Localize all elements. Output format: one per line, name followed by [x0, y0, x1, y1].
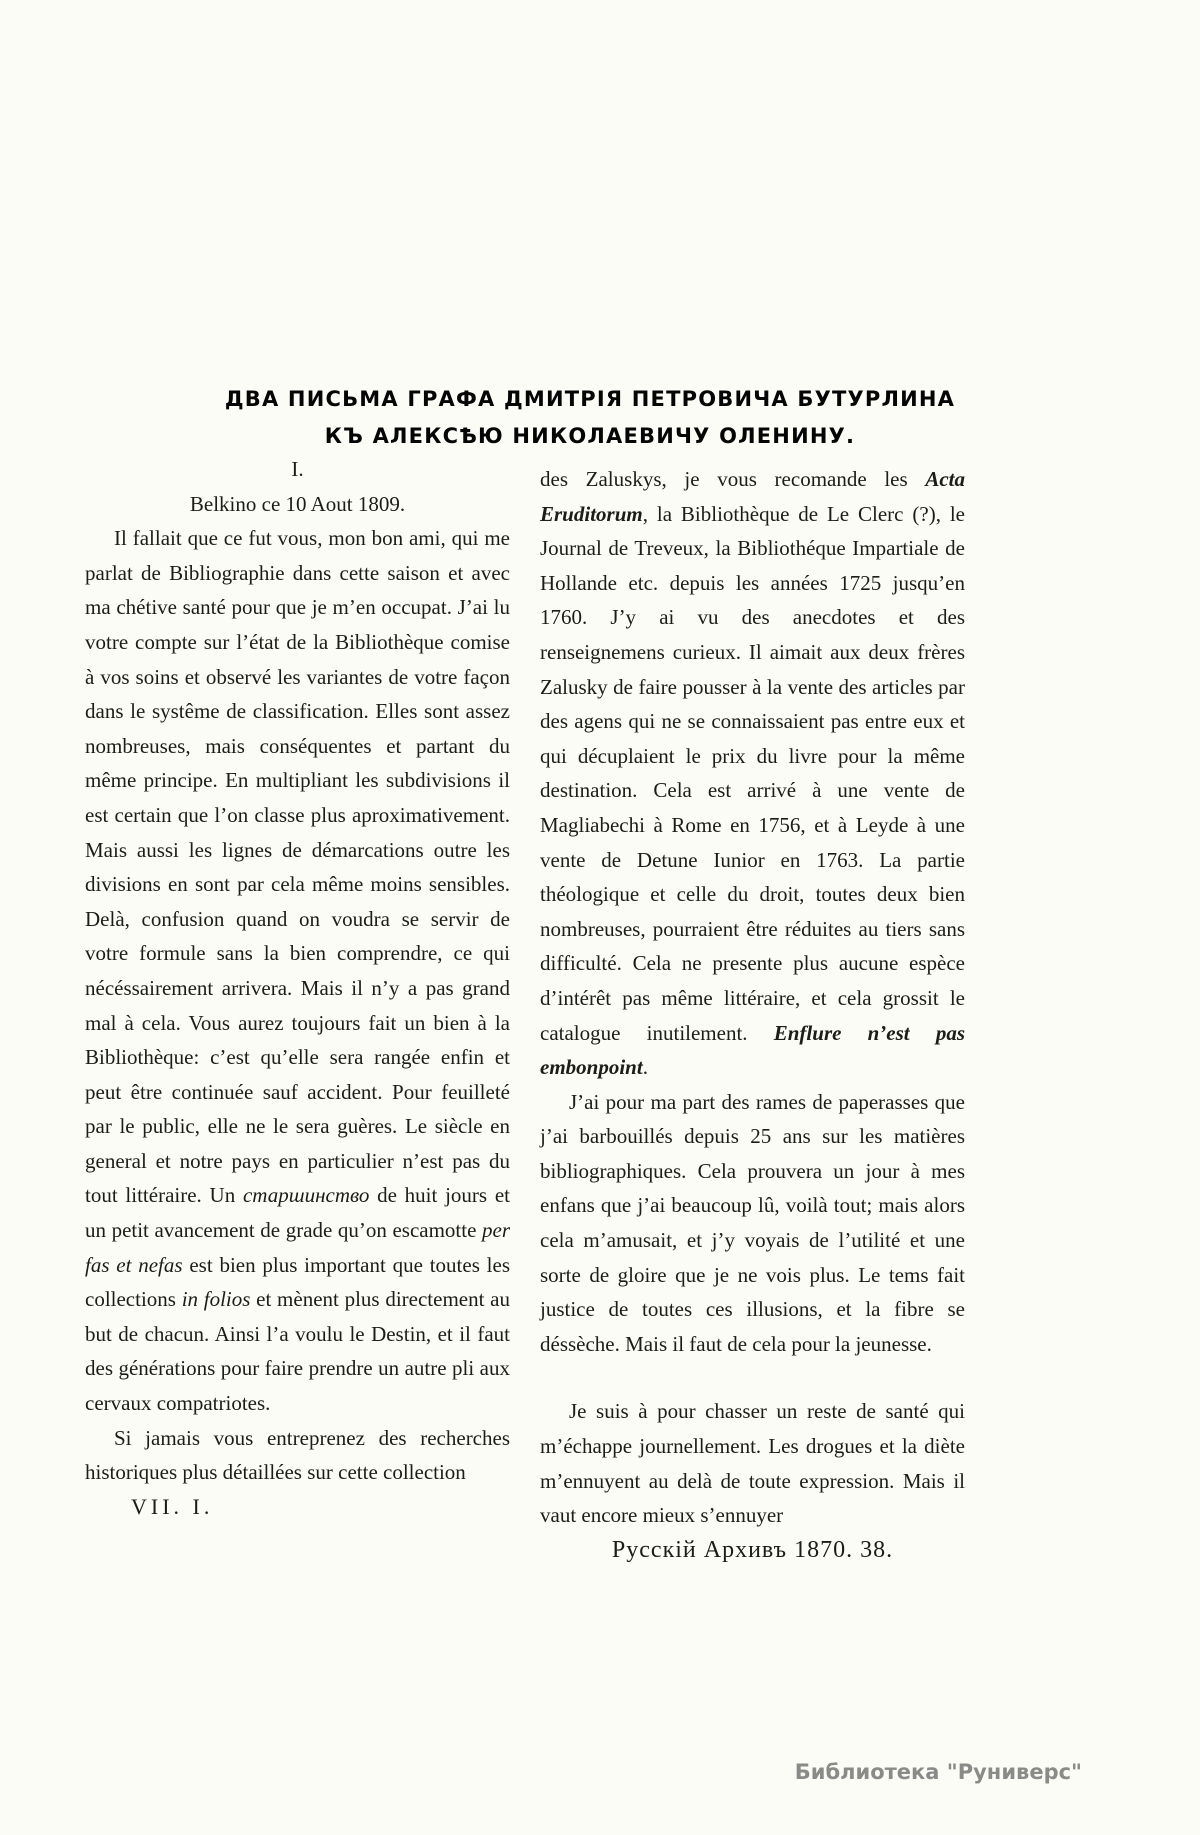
two-column-text-block: [85, 452, 965, 1567]
article-title-line-2: КЪ АЛЕКСѢЮ НИКОЛАЕВИЧУ ОЛЕНИНУ.: [324, 424, 856, 448]
journal-imprint: Русскій Архивъ 1870. 38.: [611, 1536, 894, 1563]
paragraph: des Zaluskys, je vous recomande les Acta Eruditorum, la Bibliothèque de Le Clerc (?), le Journal de Treveux, la Bibliothéque Impartiale de Hollande etc. depuis les années 1725 jusqu’en 1760. J’y ai vu des anecdotes et des renseignemens curieux. Il aimait aux deux frères Zalusky de faire pousser à la vente des articles par des agens qui ne se connaissaient pas entre eux et qui décuplaient le prix du livre pour la même destination. Cela est arrivé à une vente de Magliabechi à Rome en 1756, et à Leyde à une vente de Detune Iunior en 1763. La partie théologique et celle du droit, toutes deux bien nombreuses, pourraient être réduites au tiers sans difficulté. Cela ne presente plus aucune espèce d’intérêt pas même littéraire, et cela grossit le catalogue inutilement. Enflure n’est pas embonpoint.: [540, 467, 965, 1080]
library-watermark: Библиотека "Руниверс": [794, 1760, 1082, 1784]
section-number: I.: [291, 457, 304, 481]
article-title: [150, 381, 1030, 455]
letter-dateline: Belkino ce 10 Aout 1809.: [189, 491, 406, 516]
paragraph: Il fallait que ce fut vous, mon bon ami, qui me parlat de Bibliographie dans cette saison et avec ma chétive santé pour que je m’en occupat. J’ai lu votre compte sur l’état de la Bibliothèque comise à vos soins et observé les variantes de votre façon dans le systême de classification. Elles sont assez nombreuses, mais conséquentes et partant du même principe. En multipliant les subdivisions il est certain que l’on classe plus aproximativement. Mais aussi les lignes de démarcations outre les divisions en sont par cela même moins sensibles. Delà, confusion quand on voudra se servir de votre formule sans la bien comprendre, ce qui nécéssairement arrivera. Mais il n’y a pas grand mal à cela. Vous aurez toujours fait un bien à la Bibliothèque: c’est qu’elle sera rangée enfin et peut être continuée sauf accident. Pour feuilleté par le public, elle ne le sera guères. Le siècle en general et notre pays en particulier n’est pas du tout littéraire. Un старшинство de huit jours et un petit avancement de grade qu’on escamotte per fas et nefas est bien plus important que toutes les collections in folios et mènent plus directement au but de chacun. Ainsi l’a voulu le Destin, et il faut des générations pour faire prendre un autre pli aux cervaux compatriotes.: [85, 526, 510, 1416]
article-title-line-1: ДВА ПИСЬМА ГРАФА ДМИТРІЯ ПЕТРОВИЧА БУТУРЛИНА: [224, 387, 956, 411]
left-column: [85, 452, 510, 1567]
paragraph: Si jamais vous entreprenez des recherches historiques plus détaillées sur cette collection: [85, 1425, 510, 1485]
right-column: [540, 452, 965, 1567]
paragraph: Je suis à pour chasser un reste de santé qui m’échappe journellement. Les drogues et la diète m’ennuyent au delà de toute expression. Mais il vaut encore mieux s’ennuyer: [540, 1399, 965, 1528]
paragraph: J’ai pour ma part des rames de paperasses que j’ai barbouillés depuis 25 ans sur les matières bibliographiques. Cela prouvera un jour à mes enfans que j’ai beaucoup lû, voilà tout; mais alors cela m’amusait, et j’y voyais de l’utilité et une sorte de gloire que je ne vois plus. Le tems fait justice de toutes ces illusions, et la fibre se déssèche. Mais il faut de cela pour la jeunesse.: [540, 1089, 965, 1356]
signature-mark: VII. I.: [131, 1493, 214, 1519]
